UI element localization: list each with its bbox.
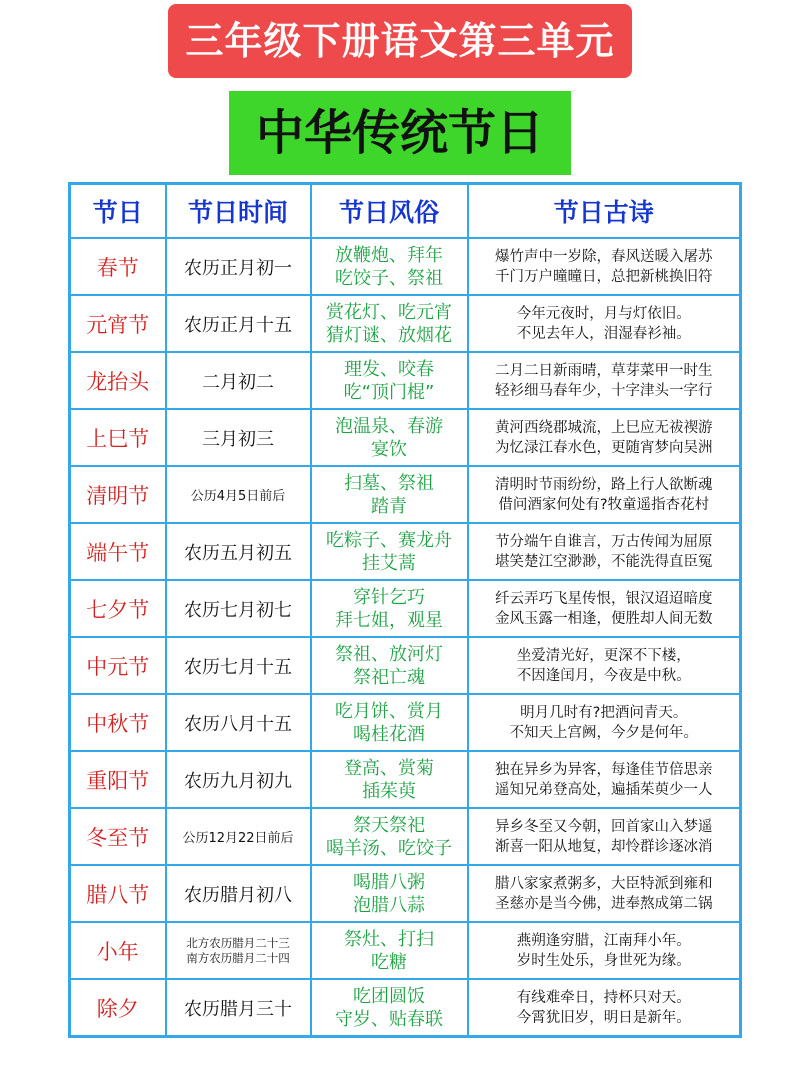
- poem-line: 不知天上宫阙，今夕是何年。: [509, 724, 698, 741]
- custom-line: 挂艾蒿: [362, 552, 416, 574]
- table-row: [70, 295, 741, 352]
- festival-table: [68, 182, 742, 1038]
- custom-line: 吃粽子、赛龙舟: [326, 529, 452, 551]
- time-line: 农历七月十五: [184, 656, 292, 678]
- custom-line: 泡温泉、春游: [335, 415, 443, 437]
- festival-name: 腊八节: [70, 865, 166, 922]
- festival-time: [166, 466, 311, 523]
- time-line: 公历4月5日前后: [190, 489, 286, 504]
- header-festival: 节日: [70, 184, 166, 239]
- time-line: 农历腊月初八: [184, 884, 292, 906]
- table-row: [70, 466, 741, 523]
- festival-time: [166, 352, 311, 409]
- custom-line: 喝腊八粥: [353, 871, 425, 893]
- festival-poem: [468, 808, 741, 865]
- poem-line: 渐喜一阳从地复，却怜群诊逐冰消: [495, 838, 713, 855]
- festival-custom: [311, 979, 468, 1037]
- festival-time: [166, 808, 311, 865]
- festival-name: 春节: [70, 238, 166, 295]
- time-line: 公历12月22日前后: [182, 831, 294, 846]
- custom-line: 扫墓、祭祖: [344, 472, 434, 494]
- festival-time: [166, 865, 311, 922]
- festival-name: 端午节: [70, 523, 166, 580]
- poem-line: 异乡冬至又今朝，回首家山入梦遥: [495, 818, 713, 835]
- festival-poem: [468, 865, 741, 922]
- poem-line: 遥知兄弟登高处，遍插茱萸少一人: [495, 781, 713, 798]
- table-row: [70, 979, 741, 1037]
- custom-line: 插茱萸: [362, 780, 416, 802]
- poem-line: 爆竹声中一岁除，春风送暖入屠苏: [495, 248, 713, 265]
- poem-line: 轻衫细马春年少，十字津头一字行: [495, 382, 713, 399]
- festival-time: [166, 580, 311, 637]
- festival-custom: [311, 751, 468, 808]
- festival-poem: [468, 580, 741, 637]
- festival-poem: [468, 637, 741, 694]
- custom-line: 喝羊汤、吃饺子: [326, 837, 452, 859]
- festival-custom: [311, 352, 468, 409]
- festival-poem: [468, 979, 741, 1037]
- header-time: 节日时间: [166, 184, 311, 239]
- festival-time: [166, 979, 311, 1037]
- festival-name: 龙抬头: [70, 352, 166, 409]
- time-line: 二月初二: [202, 371, 274, 393]
- festival-name: 重阳节: [70, 751, 166, 808]
- festival-name: 除夕: [70, 979, 166, 1037]
- festival-name: 上巳节: [70, 409, 166, 466]
- festival-time: [166, 523, 311, 580]
- festival-name: 清明节: [70, 466, 166, 523]
- poem-line: 今年元夜时，月与灯依旧。: [516, 305, 691, 322]
- festival-poem: [468, 694, 741, 751]
- festival-time: [166, 751, 311, 808]
- unit-title-banner: 三年级下册语文第三单元: [168, 4, 632, 78]
- table-row: [70, 523, 741, 580]
- festival-name: 元宵节: [70, 295, 166, 352]
- poem-line: 黄河西绕郡城流，上巳应无祓禊游: [495, 419, 713, 436]
- festival-time: [166, 922, 311, 979]
- table-row: [70, 637, 741, 694]
- table-row: [70, 580, 741, 637]
- festival-name: 中秋节: [70, 694, 166, 751]
- custom-line: 拜七姐，观星: [335, 609, 443, 631]
- festival-time: [166, 295, 311, 352]
- poem-line: 腊八家家煮粥多，大臣特派到雍和: [495, 875, 713, 892]
- custom-line: 放鞭炮、拜年: [335, 244, 443, 266]
- festival-time: [166, 238, 311, 295]
- poem-line: 明月几时有?把酒问青天。: [520, 704, 688, 721]
- festival-time: [166, 637, 311, 694]
- festival-name: 七夕节: [70, 580, 166, 637]
- festival-name: 中元节: [70, 637, 166, 694]
- custom-line: 赏花灯、吃元宵: [326, 301, 452, 323]
- festival-custom: [311, 922, 468, 979]
- poem-line: 有线难牵日，持杯只对天。: [516, 989, 691, 1006]
- poem-line: 堪笑楚江空渺渺，不能洗得直臣冤: [495, 553, 713, 570]
- poem-line: 金风玉露一相逢，便胜却人间无数: [495, 610, 713, 627]
- poem-line: 清明时节雨纷纷，路上行人欲断魂: [495, 476, 713, 493]
- table-body: [70, 238, 741, 1037]
- festival-custom: [311, 295, 468, 352]
- festival-custom: [311, 865, 468, 922]
- festival-custom: [311, 580, 468, 637]
- time-line: 三月初三: [202, 428, 274, 450]
- table-row: [70, 865, 741, 922]
- festival-poem: [468, 751, 741, 808]
- poem-line: 千门万户曈曈日，总把新桃换旧符: [495, 268, 713, 285]
- table-header-row: [70, 184, 741, 239]
- festival-poem: [468, 238, 741, 295]
- poem-line: 独在异乡为异客，每逢佳节倍思亲: [495, 761, 713, 778]
- poem-line: 节分端午自谁言，万古传闻为屈原: [495, 533, 713, 550]
- poem-line: 为忆渌江春水色，更随宵梦向吴洲: [495, 439, 713, 456]
- custom-line: 吃饺子、祭祖: [335, 267, 443, 289]
- festival-poem: [468, 352, 741, 409]
- festival-poem: [468, 295, 741, 352]
- custom-line: 祭灶、打扫: [344, 928, 434, 950]
- custom-line: 吃团圆饭: [353, 985, 425, 1007]
- custom-line: 理发、咬春: [344, 358, 434, 380]
- poem-line: 燕朔逢穷腊，江南拜小年。: [516, 932, 691, 949]
- festival-custom: [311, 694, 468, 751]
- table-row: [70, 352, 741, 409]
- festival-poem: [468, 523, 741, 580]
- festival-time: [166, 409, 311, 466]
- time-line: 农历五月初五: [184, 542, 292, 564]
- custom-line: 踏青: [371, 495, 407, 517]
- festival-poem: [468, 466, 741, 523]
- festival-custom: [311, 637, 468, 694]
- festival-custom: [311, 409, 468, 466]
- custom-line: 猜灯谜、放烟花: [326, 324, 452, 346]
- time-line: 农历正月初一: [184, 257, 292, 279]
- festival-poem: [468, 409, 741, 466]
- poem-line: 今霄犹旧岁，明日是新年。: [516, 1009, 691, 1026]
- custom-line: 祭祀亡魂: [353, 666, 425, 688]
- poem-line: 纤云弄巧飞星传恨，银汉迢迢暗度: [495, 590, 713, 607]
- time-line: 农历八月十五: [184, 713, 292, 735]
- table-row: [70, 808, 741, 865]
- time-line: 农历九月初九: [184, 770, 292, 792]
- poem-line: 二月二日新雨晴，草芽菜甲一时生: [495, 362, 713, 379]
- custom-line: 宴饮: [371, 438, 407, 460]
- table-row: [70, 694, 741, 751]
- festival-custom: [311, 523, 468, 580]
- time-line: 农历腊月三十: [184, 998, 292, 1020]
- custom-line: 祭祖、放河灯: [335, 643, 443, 665]
- poem-line: 不见去年人，泪湿春衫袖。: [516, 325, 691, 342]
- header-poem: 节日古诗: [468, 184, 741, 239]
- custom-line: 吃糖: [371, 951, 407, 973]
- festival-poem: [468, 922, 741, 979]
- poem-line: 坐爱清光好，更深不下楼，: [516, 647, 691, 664]
- time-line: 南方农历腊月二十四: [186, 950, 290, 965]
- poem-line: 借问酒家何处有?牧童遥指杏花村: [498, 496, 710, 513]
- table-row: [70, 751, 741, 808]
- poem-line: 岁时生处乐，身世死为缘。: [516, 952, 691, 969]
- poem-line: 圣慈亦是当今佛，进奉熬成第二锅: [495, 895, 713, 912]
- topic-title-banner: 中华传统节日: [229, 91, 571, 175]
- festival-custom: [311, 808, 468, 865]
- festival-time: [166, 694, 311, 751]
- festival-custom: [311, 466, 468, 523]
- table-row: [70, 922, 741, 979]
- poem-line: 不因逢闰月，今夜是中秋。: [516, 667, 691, 684]
- time-line: 农历正月十五: [184, 314, 292, 336]
- custom-line: 泡腊八蒜: [353, 894, 425, 916]
- festival-custom: [311, 238, 468, 295]
- custom-line: 吃“顶门棍”: [343, 381, 435, 403]
- custom-line: 穿针乞巧: [353, 586, 425, 608]
- time-line: 北方农历腊月二十三: [186, 935, 290, 950]
- header-custom: 节日风俗: [311, 184, 468, 239]
- custom-line: 吃月饼、赏月: [335, 700, 443, 722]
- custom-line: 祭天祭祀: [353, 814, 425, 836]
- table-row: [70, 409, 741, 466]
- custom-line: 登高、赏菊: [344, 757, 434, 779]
- custom-line: 守岁、贴春联: [335, 1008, 443, 1030]
- table-row: [70, 238, 741, 295]
- festival-name: 小年: [70, 922, 166, 979]
- festival-name: 冬至节: [70, 808, 166, 865]
- time-line: 农历七月初七: [184, 599, 292, 621]
- custom-line: 喝桂花酒: [353, 723, 425, 745]
